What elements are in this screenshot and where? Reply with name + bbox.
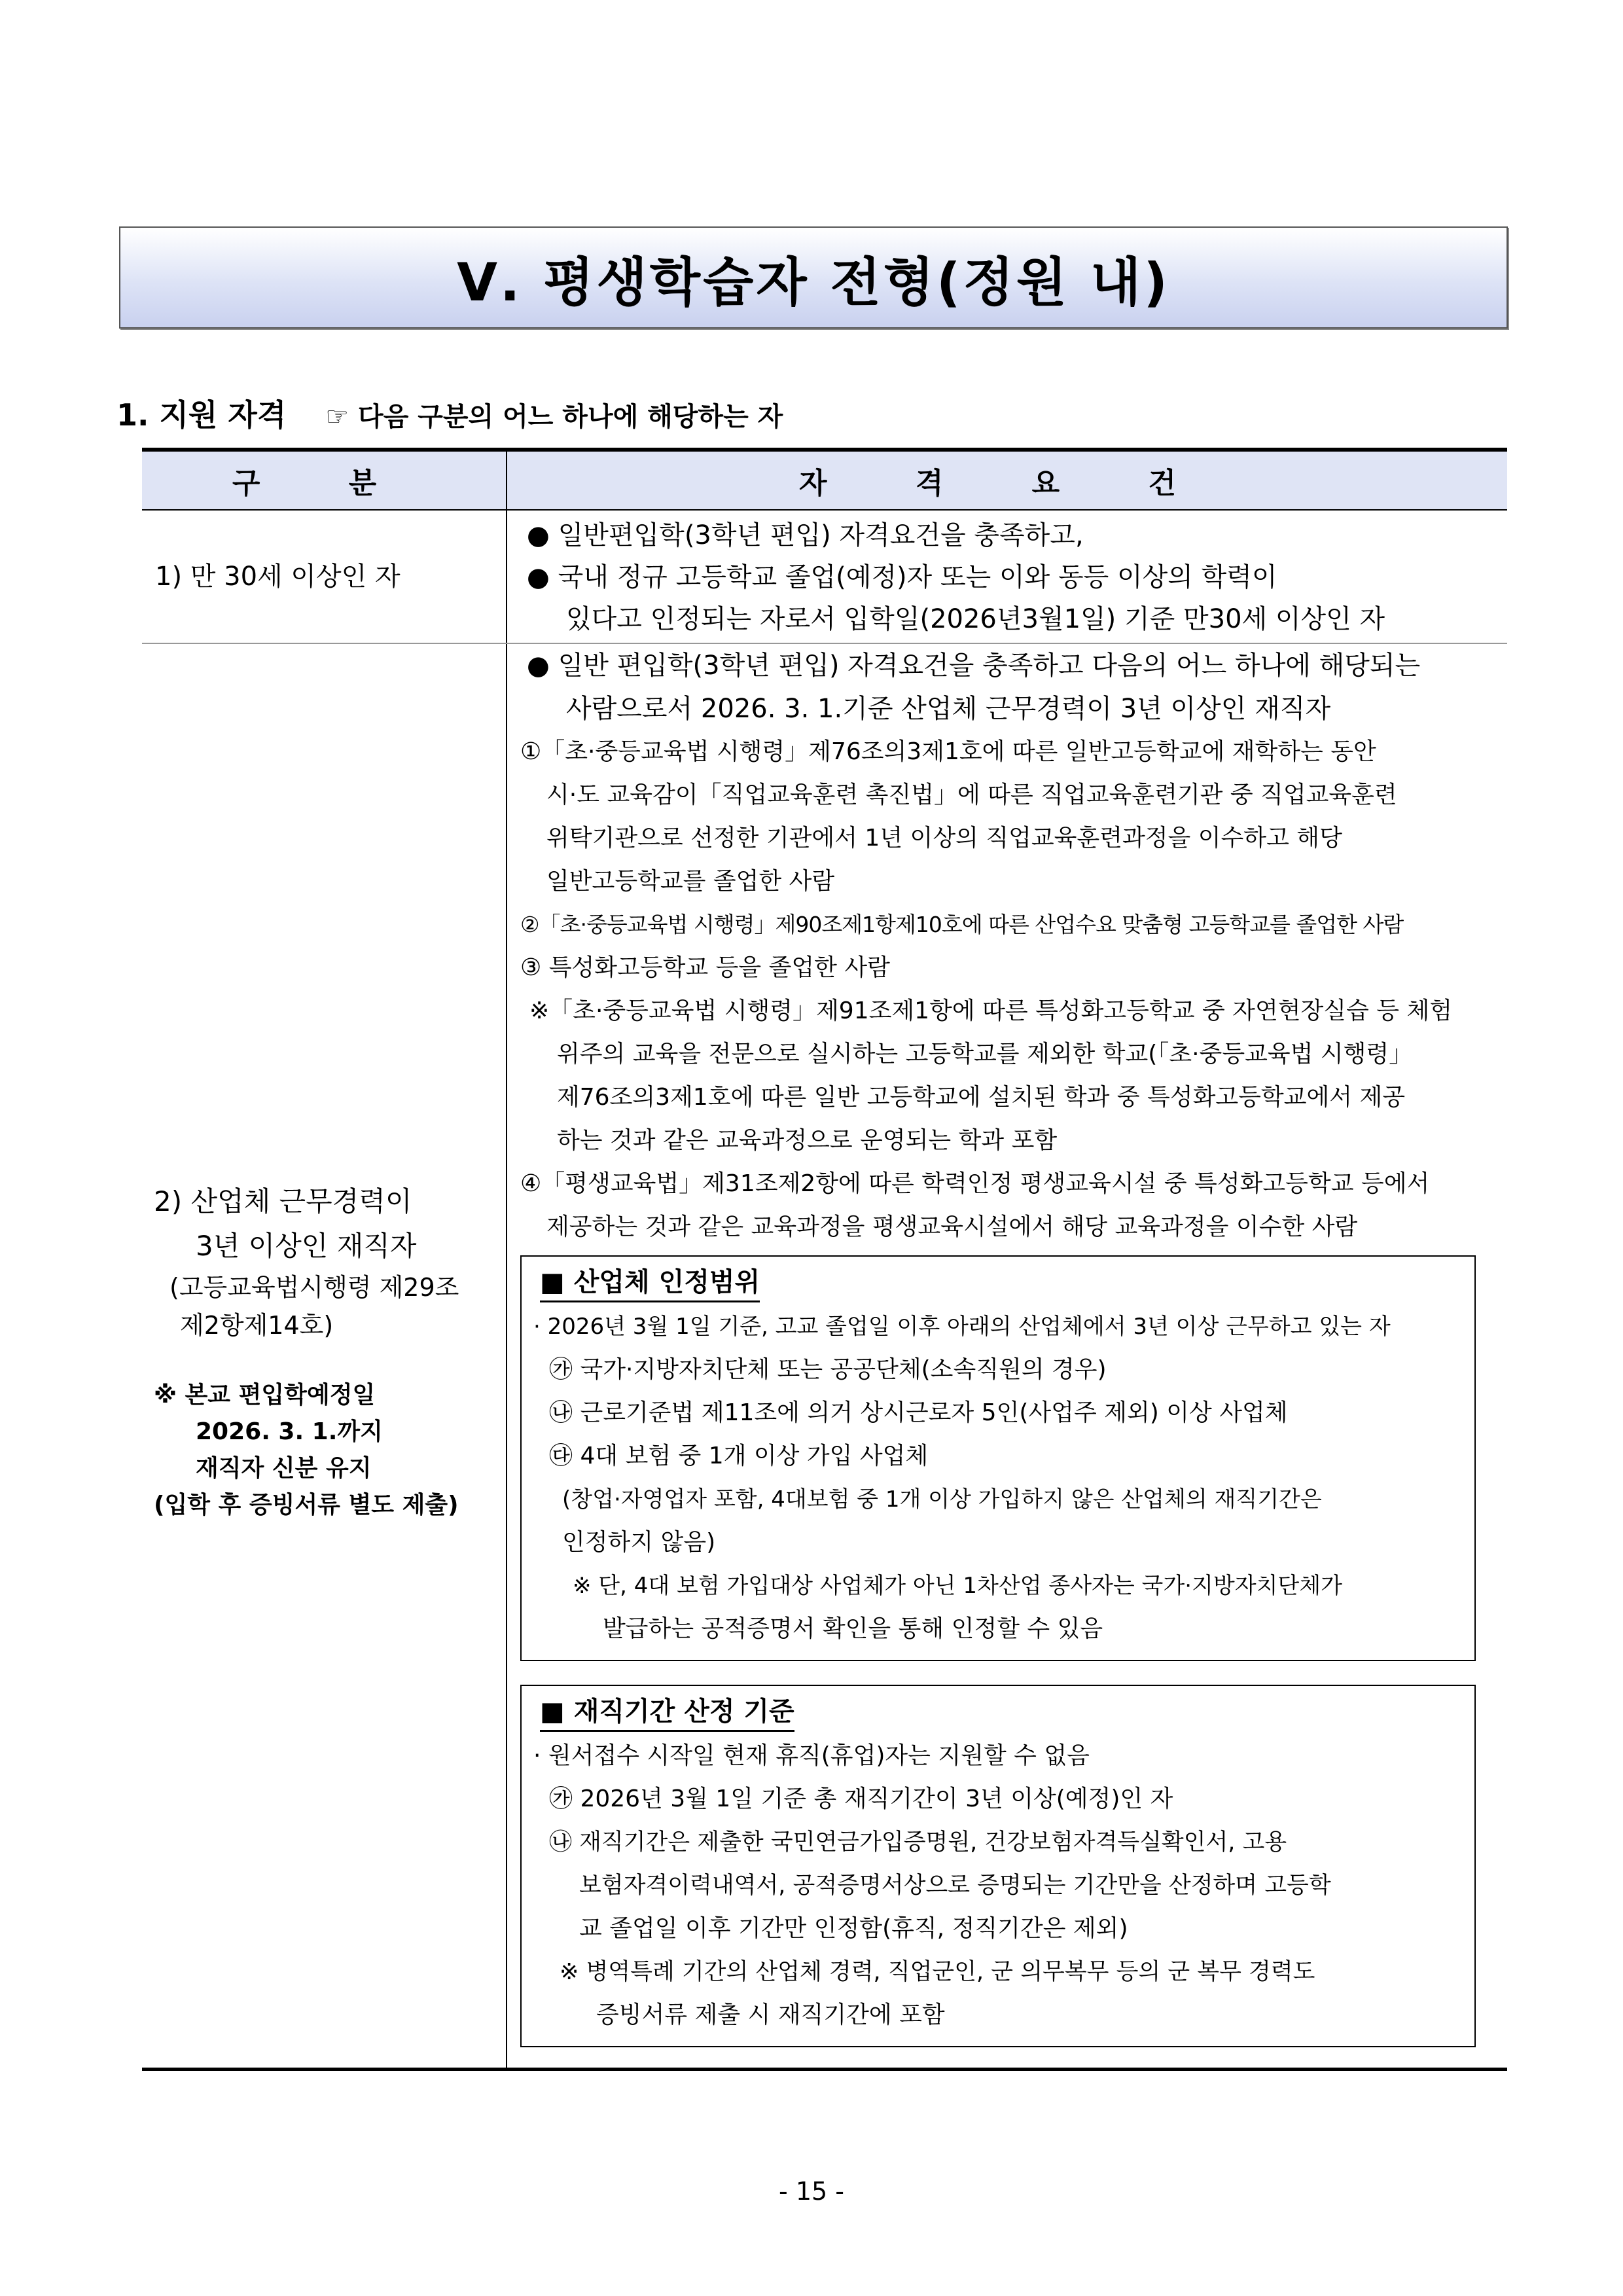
box1-line: ㉰ 4대 보험 중 1개 이상 가입 사업체: [549, 1443, 929, 1469]
header-requirements: 자 격 요 건: [507, 450, 1507, 510]
employment-period-title: ■ 재직기간 산정 기준: [540, 1693, 794, 1732]
row2-line: ● 일반 편입학(3학년 편입) 자격요건을 충족하고 다음의 어느 하나에 해당되는: [527, 651, 1421, 681]
eligibility-table: [142, 448, 1507, 2071]
row2-line: ※「초·중등교육법 시행령」제91조제1항에 따른 특성화고등학교 중 자연현장실습 등 체험: [529, 997, 1453, 1024]
row1-line-1: ● 일반편입학(3학년 편입) 자격요건을 충족하고,: [527, 520, 1084, 550]
row2-note-line: (입학 후 증빙서류 별도 제출): [154, 1492, 459, 1518]
row2-label-line: (고등교육법시행령 제29조: [169, 1273, 459, 1302]
employment-period-box: [520, 1685, 1476, 2047]
table-row: [142, 510, 1507, 643]
page-title: Ⅴ. 평생학습자 전형(정원 내): [457, 251, 1170, 313]
box1-line: ㉯ 근로기준법 제11조에 의거 상시근로자 5인(사업주 제외) 이상 사업체: [549, 1399, 1288, 1426]
section-heading: [116, 391, 783, 435]
section-note: ☞ 다음 구분의 어느 하나에 해당하는 자: [325, 402, 783, 432]
row2-line: 제76조의3제1호에 따른 일반 고등학교에 설치된 학과 중 특성화고등학교에서 제공: [557, 1084, 1405, 1111]
box2-line: 증빙서류 제출 시 재직기간에 포함: [596, 2001, 945, 2028]
box2-line: ㉮ 2026년 3월 1일 기준 총 재직기간이 3년 이상(예정)인 자: [549, 1785, 1173, 1812]
row2-label-line: 제2항제14호): [180, 1311, 334, 1340]
industry-scope-box: [520, 1255, 1476, 1661]
box2-line: ※ 병역특례 기간의 산업체 경력, 직업군인, 군 의무복무 등의 군 복무 경력도: [560, 1959, 1315, 1985]
row1-line-2: ● 국내 정규 고등학교 졸업(예정)자 또는 이와 동등 이상의 학력이: [527, 562, 1277, 592]
box1-line: 발급하는 공적증명서 확인을 통해 인정할 수 있음: [603, 1615, 1103, 1642]
row2-line: 위탁기관으로 선정한 기관에서 1년 이상의 직업교육훈련과정을 이수하고 해당: [546, 825, 1342, 852]
box1-line: ※ 단, 4대 보험 가입대상 사업체가 아닌 1차산업 종사자는 국가·지방자치단체가: [573, 1573, 1342, 1599]
section-title: 1. 지원 자격: [116, 397, 287, 433]
row2-label-line: 2) 산업체 근무경력이: [154, 1185, 412, 1217]
header-category: 구 분: [142, 450, 507, 510]
box1-line: 인정하지 않음): [562, 1529, 716, 1556]
row2-line: 시·도 교육감이「직업교육훈련 촉진법」에 따른 직업교육훈련기관 중 직업교육훈련: [546, 781, 1397, 808]
table-row: [142, 643, 1507, 2070]
box2-line: ㉯ 재직기간은 제출한 국민연금가입증명원, 건강보험자격득실확인서, 고용: [549, 1829, 1287, 1856]
box1-line: (창업·자영업자 포함, 4대보험 중 1개 이상 가입하지 않은 산업체의 재직기간은: [562, 1486, 1322, 1513]
row2-line: 하는 것과 같은 교육과정으로 운영되는 학과 포함: [557, 1127, 1058, 1154]
row2-line: 제공하는 것과 같은 교육과정을 평생교육시설에서 해당 교육과정을 이수한 사람: [546, 1213, 1358, 1240]
row2-line: ③ 특성화고등학교 등을 졸업한 사람: [520, 954, 890, 981]
row2-line: 일반고등학교를 졸업한 사람: [546, 868, 835, 895]
row2-note-line: 재직자 신분 유지: [196, 1455, 372, 1482]
page-number: - 15 -: [779, 2177, 844, 2206]
box1-line: ㉮ 국가·지방자치단체 또는 공공단체(소속직원의 경우): [549, 1356, 1107, 1383]
row2-line: ①「초·중등교육법 시행령」제76조의3제1호에 따른 일반고등학교에 재학하는 동안: [520, 738, 1376, 765]
page-title-box: [119, 226, 1508, 329]
box2-line: 교 졸업일 이후 기간만 인정함(휴직, 정직기간은 제외): [579, 1915, 1128, 1942]
row1-line-3: 있다고 인정되는 자로서 입학일(2026년3월1일) 기준 만30세 이상인 자: [566, 604, 1385, 634]
row2-label-line: 3년 이상인 재직자: [196, 1230, 417, 1262]
row2-line: 위주의 교육을 전문으로 실시하는 고등학교를 제외한 학교(「초·중등교육법 시행령」: [557, 1041, 1413, 1067]
box2-line: · 원서접수 시작일 현재 휴직(휴업)자는 지원할 수 없음: [533, 1742, 1090, 1769]
row2-line: ②「초·중등교육법 시행령」제90조제1항제10호에 따른 산업수요 맞춤형 고등학교를 졸업한 사람: [520, 912, 1404, 937]
box2-line: 보험자격이력내역서, 공적증명서상으로 증명되는 기간만을 산정하며 고등학: [579, 1873, 1331, 1899]
industry-scope-title: ■ 산업체 인정범위: [540, 1264, 760, 1302]
box1-line: · 2026년 3월 1일 기준, 고교 졸업일 이후 아래의 산업체에서 3년 이상 근무하고 있는 자: [533, 1314, 1391, 1340]
row2-note-line: 2026. 3. 1.까지: [196, 1418, 383, 1445]
row2-line: 사람으로서 2026. 3. 1.기준 산업체 근무경력이 3년 이상인 재직자: [566, 694, 1331, 724]
row2-note-line: ※ 본교 편입학예정일: [154, 1382, 376, 1408]
row1-label: 1) 만 30세 이상인 자: [155, 562, 401, 592]
row2-label-block: [142, 1179, 506, 1524]
row2-line: ④「평생교육법」제31조제2항에 따른 학력인정 평생교육시설 중 특성화고등학교 등에서: [520, 1170, 1430, 1197]
